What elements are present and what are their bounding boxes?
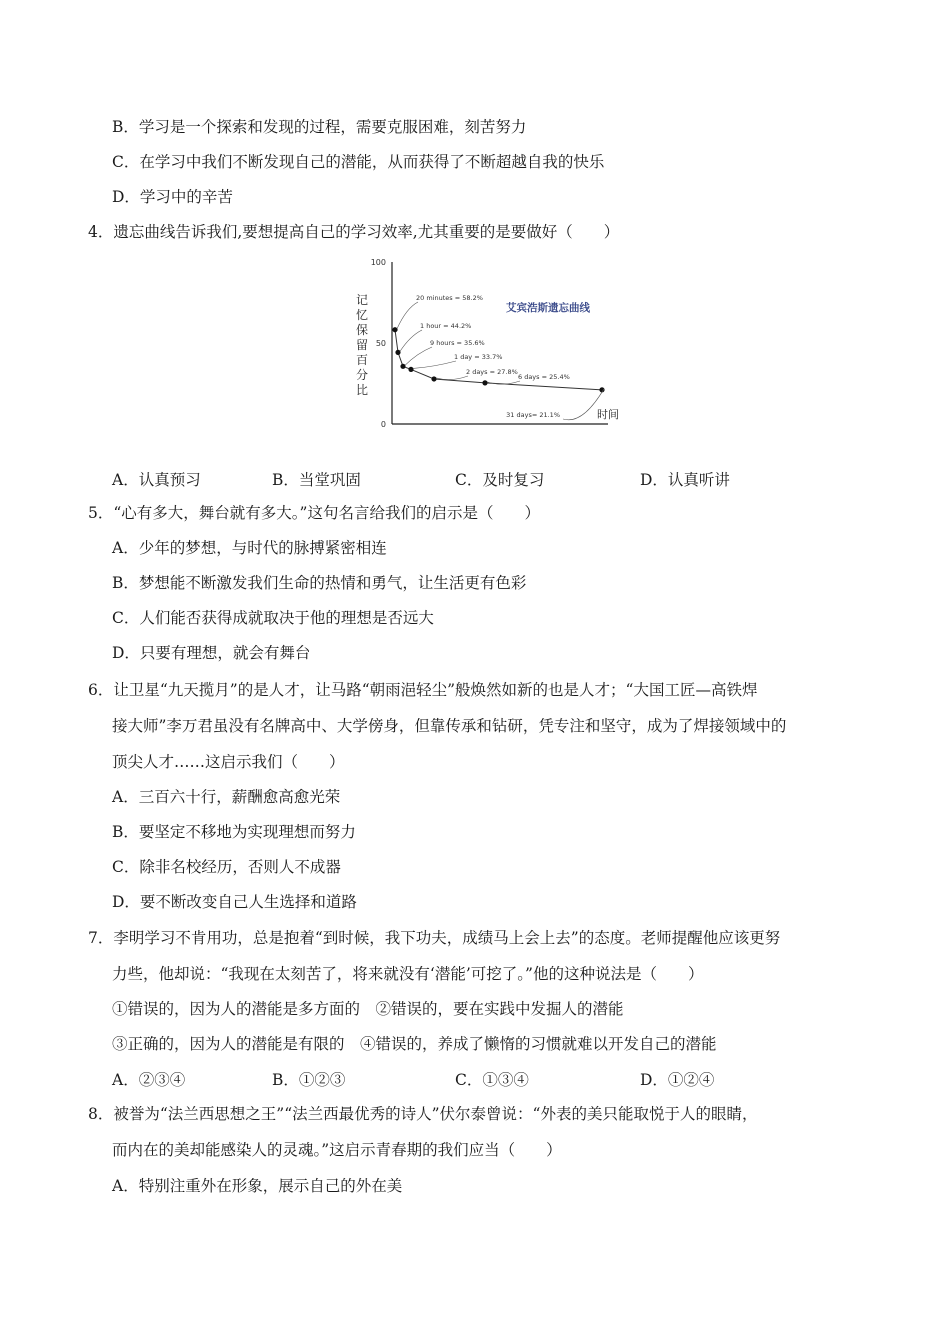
data-label: 31 days= 21.1% xyxy=(506,411,560,419)
q4-option-d: D．认真听讲 xyxy=(640,471,730,489)
q6-option-d: D．要不断改变自己人生选择和道路 xyxy=(112,893,357,911)
q6-option-c: C．除非名校经历，否则人不成器 xyxy=(112,858,341,876)
q6-option-a: A．三百六十行，薪酬愈高愈光荣 xyxy=(112,788,341,806)
q6-option-b: B．要坚定不移地为实现理想而努力 xyxy=(112,823,356,841)
y-tick-label: 50 xyxy=(375,339,386,348)
data-point xyxy=(431,376,436,381)
q7-statements-line2: ③正确的，因为人的潜能是有限的 ④错误的，养成了懒惰的习惯就难以开发自己的潜能 xyxy=(112,1035,717,1053)
q7-options xyxy=(0,1068,950,1088)
data-label: 1 day = 33.7% xyxy=(454,353,503,361)
q7-option-d: D．①②④ xyxy=(640,1071,715,1089)
annotation-arrow xyxy=(397,302,418,329)
q5-option-c: C．人们能否获得成就取决于他的理想是否远大 xyxy=(112,609,434,627)
prev-option-d: D．学习中的辛苦 xyxy=(112,188,233,206)
q5-option-b: B．梦想能不断激发我们生命的热情和勇气，让生活更有色彩 xyxy=(112,574,527,592)
q7-stem-line1: 7．李明学习不肯用功，总是抱着“到时候，我下功夫，成绩马上会上去”的态度。老师提醒他应该更努 xyxy=(88,929,781,947)
data-label: 9 hours = 35.6% xyxy=(430,339,485,347)
q7-option-c: C．①③④ xyxy=(455,1071,529,1089)
q8-option-a: A．特别注重外在形象，展示自己的外在美 xyxy=(112,1177,403,1195)
y-label-char: 记 xyxy=(355,293,369,307)
forgetting-curve-chart xyxy=(350,252,620,432)
y-label-char: 留 xyxy=(355,338,369,352)
data-label: 20 minutes = 58.2% xyxy=(416,294,483,302)
data-point xyxy=(400,364,405,369)
annotation-arrow xyxy=(400,330,422,351)
x-label: 时间 xyxy=(597,408,619,421)
q7-statements-line1: ①错误的，因为人的潜能是多方面的 ②错误的，要在实践中发掘人的潜能 xyxy=(112,1000,624,1018)
annotation-arrow xyxy=(405,347,432,365)
q4-option-c: C．及时复习 xyxy=(455,471,545,489)
q4-stem: 4．遗忘曲线告诉我们,要想提高自己的学习效率,尤其重要的是要做好（ ） xyxy=(88,223,620,241)
prev-option-c: C．在学习中我们不断发现自己的潜能，从而获得了不断超越自我的快乐 xyxy=(112,153,605,171)
chart-title: 艾宾浩斯遗忘曲线 xyxy=(506,302,590,314)
q8-stem-line1: 8．被誉为“法兰西思想之王”“法兰西最优秀的诗人”伏尔泰曾说：“外表的美只能取悦于人的眼睛， xyxy=(88,1105,758,1123)
data-label: 1 hour = 44.2% xyxy=(420,322,472,330)
q8-stem-line2: 而内在的美却能感染人的灵魂。”这启示青春期的我们应当（ ） xyxy=(112,1141,562,1159)
annotation-arrow xyxy=(413,361,456,368)
q5-stem: 5．“心有多大，舞台就有多大。”这句名言给我们的启示是（ ） xyxy=(88,504,540,522)
q5-option-a: A．少年的梦想，与时代的脉搏紧密相连 xyxy=(112,539,387,557)
prev-option-b: B．学习是一个探索和发现的过程，需要克服困难，刻苦努力 xyxy=(112,118,527,136)
data-label: 2 days = 27.8% xyxy=(466,368,518,376)
q7-option-a: A．②③④ xyxy=(112,1071,186,1089)
y-label-char: 保 xyxy=(355,323,369,337)
y-tick-label: 100 xyxy=(370,258,386,267)
data-point xyxy=(408,367,413,372)
y-label-char: 忆 xyxy=(355,308,369,322)
y-tick-label: 0 xyxy=(380,420,386,429)
data-point xyxy=(395,350,400,355)
q7-stem-line2: 力些，他却说：“我现在太刻苦了，将来就没有‘潜能’可挖了。”他的这种说法是（ ） xyxy=(112,965,704,983)
q7-option-b: B．①②③ xyxy=(272,1071,346,1089)
q4-option-b: B．当堂巩固 xyxy=(272,471,361,489)
data-point xyxy=(392,327,397,332)
y-label-char: 百 xyxy=(355,353,369,367)
q4-option-a: A．认真预习 xyxy=(112,471,201,489)
q6-stem-line1: 6．让卫星“九天揽月”的是人才，让马路“朝雨浥轻尘”般焕然如新的也是人才；“大国工匠—高铁焊 xyxy=(88,681,758,699)
q6-stem-line3: 顶尖人才……这启示我们（ ） xyxy=(112,753,345,771)
annotation-arrow xyxy=(436,376,468,380)
y-label-char: 比 xyxy=(355,383,369,397)
data-label: 6 days = 25.4% xyxy=(518,373,570,381)
q6-stem-line2: 接大师”李万君虽没有名牌高中、大学傍身，但靠传承和钻研，凭专注和坚守，成为了焊接领域中的 xyxy=(112,717,787,735)
y-label-char: 分 xyxy=(355,368,369,382)
q4-options xyxy=(0,468,950,488)
q5-option-d: D．只要有理想，就会有舞台 xyxy=(112,644,311,662)
data-point xyxy=(482,380,487,385)
